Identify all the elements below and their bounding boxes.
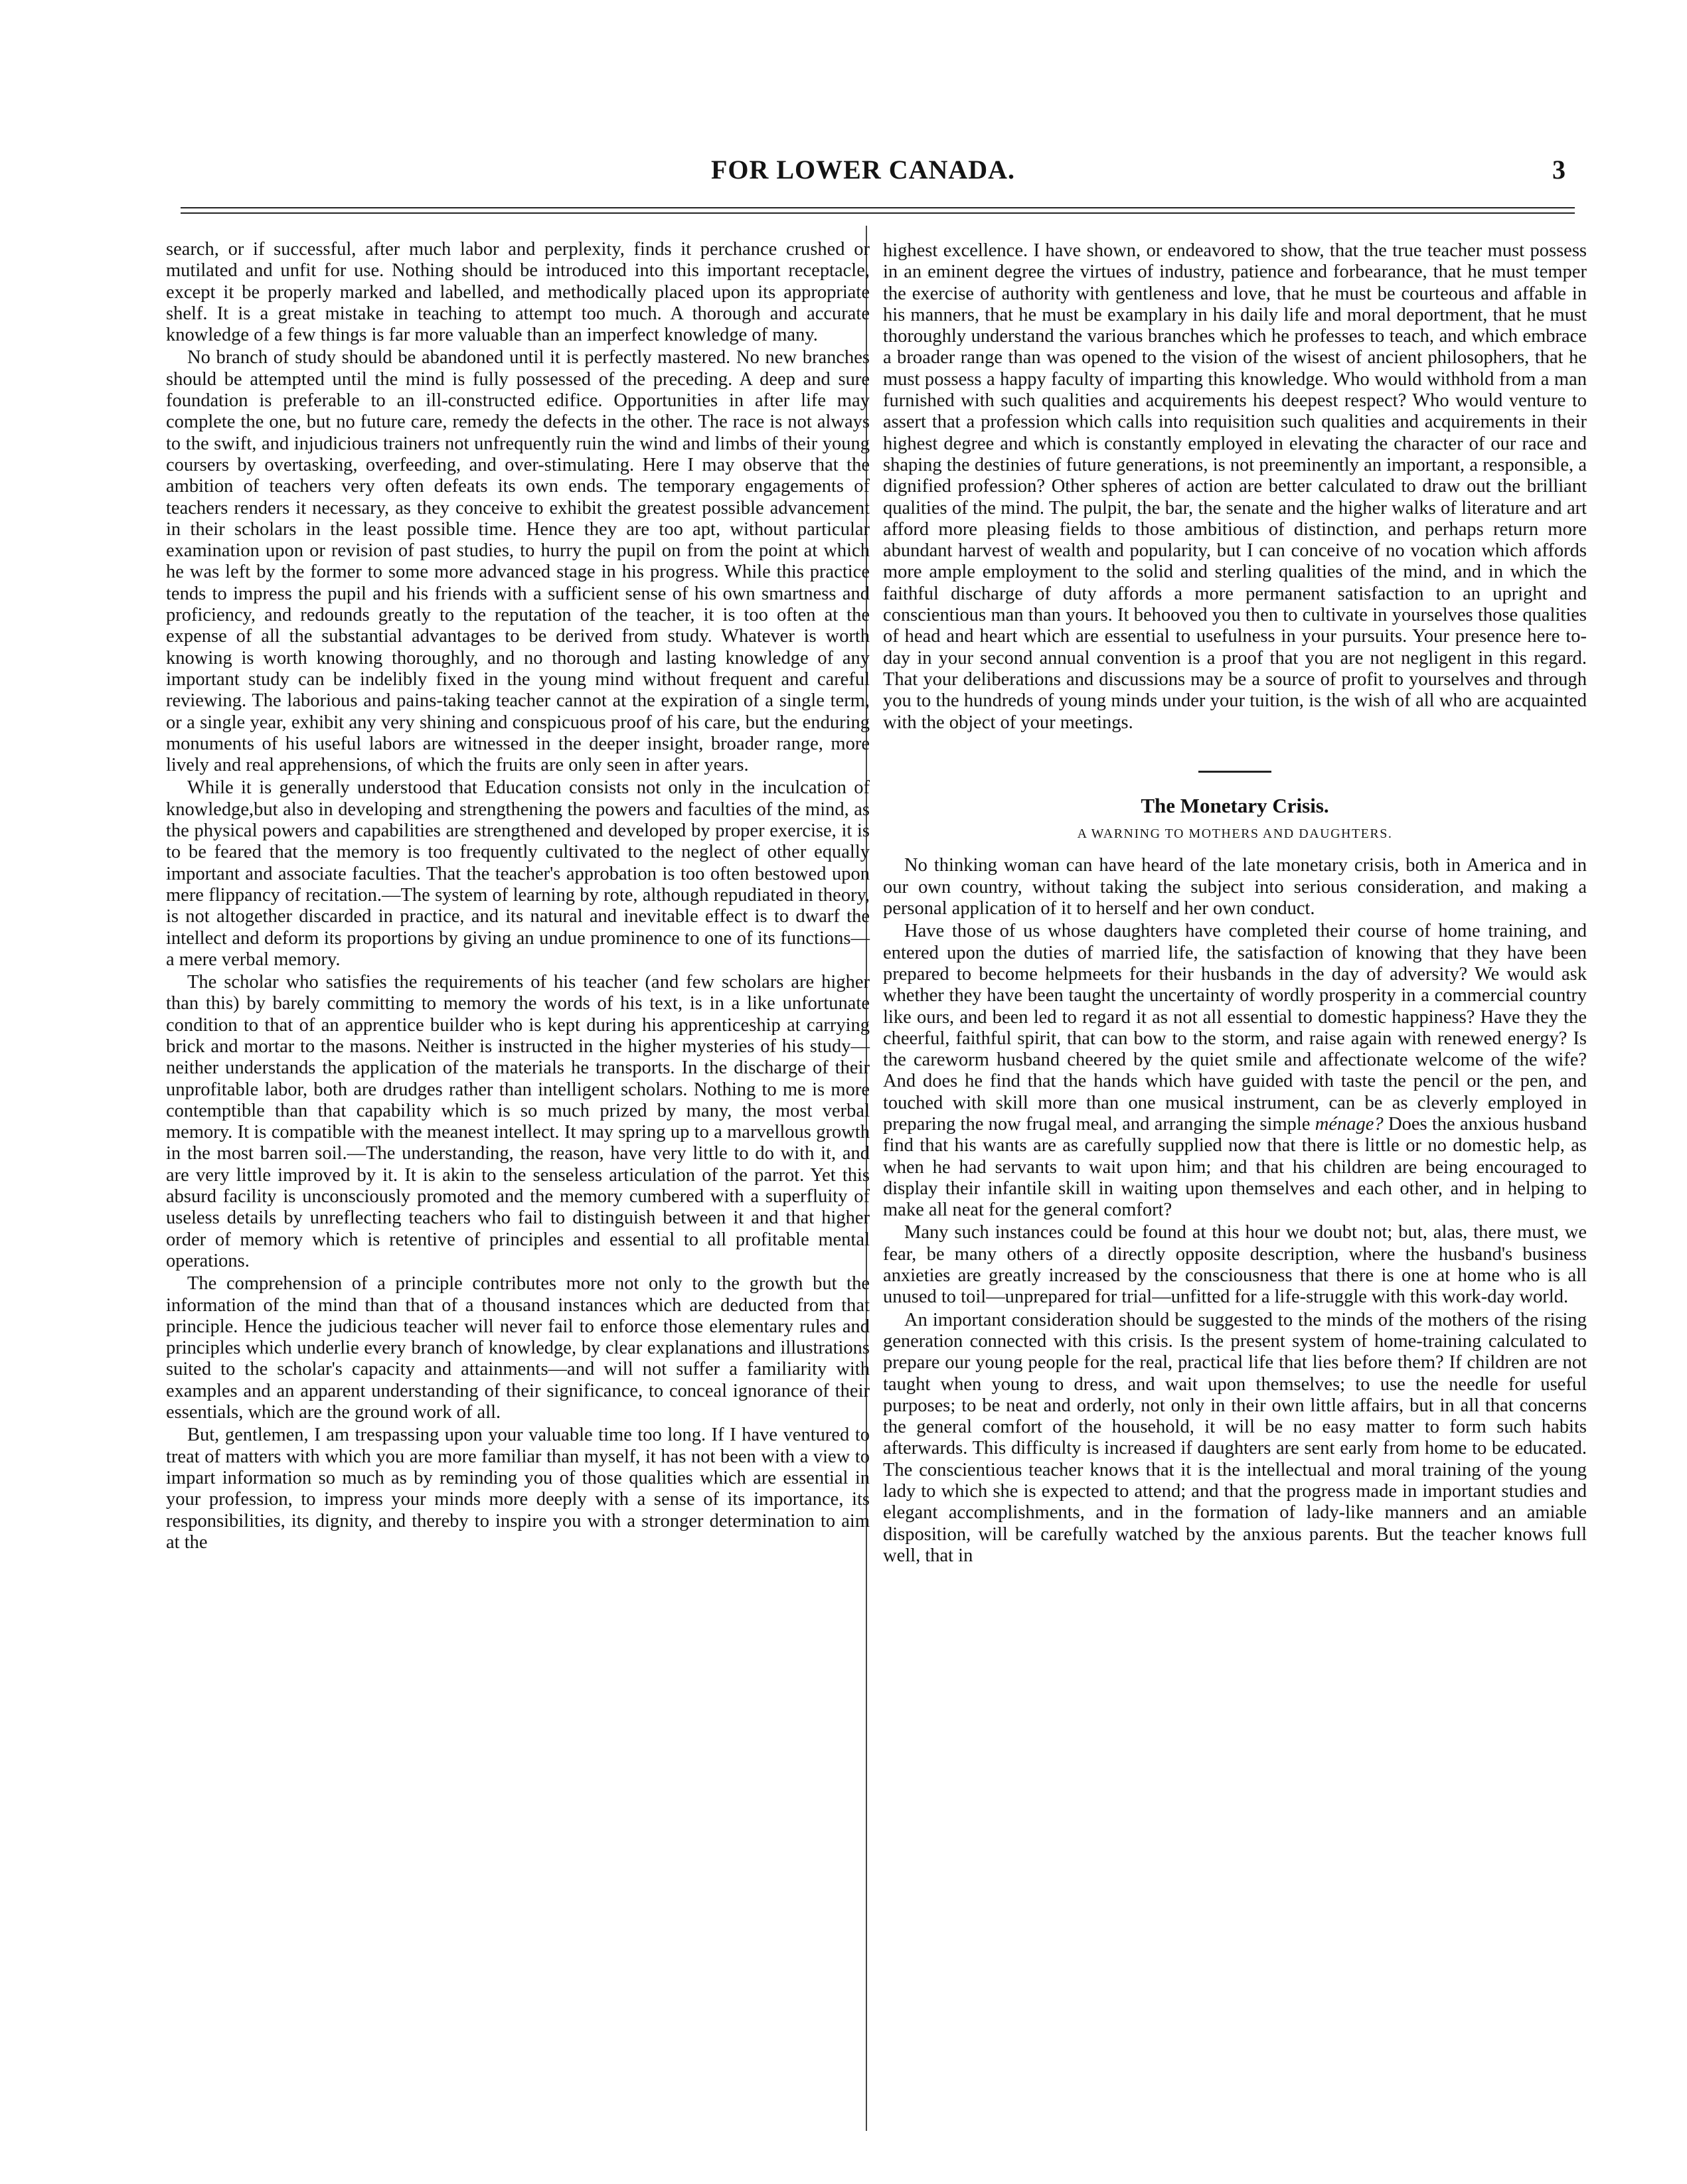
article-title: The Monetary Crisis. — [1141, 793, 1329, 817]
paragraph: But, gentlemen, I am trespassing upon your valuable time too long. If I have ventured to treat of matters with which you are more familiar than myself, it has not been with a view to impart information so much as by reminding you of those qualities which are essential in your profession, to impress your minds more deeply with a sense of its importance, its responsibilities, its dignity, and thereby to inspire you with a stronger determination to aim at the — [166, 1425, 870, 1553]
paragraph-text: Have those of us whose daughters have completed their course of home training, and entered upon the duties of married life, the satisfaction of knowing that they have been prepared to become helpmeets for their husbands in the day of adversity? We would ask whether they have been taught the uncertainty of wordly prosperity in a commercial country like ours, and been led to regard it as not all essential to domestic happiness? Have they the cheerful, faithful spirit, that can bow to the storm, and raise again with renewed energy? Is the careworm husband cheered by the quiet smile and affectionate welcome of the wife? And does he find that the hands which have guided with taste the pencil or the pen, and touched with skill more than one musical instrument, can be as cleverly employed in preparing the now frugal meal, and arranging the simple — [883, 921, 1587, 1134]
paragraph: An important consideration should be suggested to the minds of the mothers of the rising generation connected with this crisis. Is the present system of home-training calculated to prepare our young people for the real, practical life that lies before them? If children are not taught when young to dress, and wait upon themselves; to use the needle for useful purposes; to be neat and orderly, not only in their own little affairs, but in all that concerns the general comfort of the household, it will be no easy matter to form such habits afterwards. This difficulty is increased if daughters are sent early from home to be educated. The conscientious teacher knows that it is the intellectual and moral training of the young lady to which she is expected to attend; and that the progress made in important studies and elegant accomplishments, and in the formation of lady-like manners and an amiable disposition, will be carefully watched by the anxious parents. But the teacher knows full well, that in — [883, 1309, 1587, 1566]
paragraph: The comprehension of a principle contributes more not only to the growth but the information of the mind than that of a thousand instances which are deducted from that principle. Hence the judicious teacher will never fail to enforce those elementary rules and principles which underlie every branch of knowledge, by clear explanations and illustrations suited to the scholar's capacity and attainments—and will not suffer a familiarity with examples and an apparent understanding of their significance, to conceal ignorance of their essentials, which are the ground work of all. — [166, 1273, 870, 1423]
header-rule-bottom — [181, 212, 1575, 214]
paragraph: The scholar who satisfies the requirements of his teacher (and few scholars are higher than this) by barely committing to memory the words of his text, is in a like unfortunate condition to that of an apprentice builder who is kept during his apprenticeship at carrying brick and mortar to the masons. Neither is instructed in the higher mysteries of his study—neither understands the application of the materials he transports. In the discharge of their unprofitable labor, both are drudges rather than intelligent scholars. Nothing to me is more contemptible than that capability which is so much prized by many, the most verbal memory. It is compatible with the meanest intellect. It may spring up to a marvellous growth in the most barren soil.—The understanding, the reason, have very little to do with it, and are very little improved by it. It is akin to the senseless articulation of the parrot. Yet this absurd facility is unconsciously promoted and the memory cumbered with a superfluity of useless details by unreflecting teachers who fail to distinguish between it and that higher order of memory which is retentive of principles and essential to all profitable mental operations. — [166, 972, 870, 1271]
paragraph: Many such instances could be found at this hour we doubt not; but, alas, there must, we fear, be many others of a directly opposite description, where the husband's business anxieties are greatly increased by the consciousness that there is one at home who is all unused to toil—unprepared for trial—unfitted for a life-struggle with this work-day world. — [883, 1222, 1587, 1308]
paragraph: search, or if successful, after much labor and perplexity, finds it perchance crushed or mutilated and unfit for use. Nothing should be introduced into this important receptacle, except it be properly marked and labelled, and methodically placed upon its appropriate shelf. It is a great mistake in teaching to attempt too much. A thorough and accurate knowledge of a few things is far more valuable than an imperfect knowledge of many. — [166, 239, 870, 346]
running-title: FOR LOWER CANADA. — [710, 155, 1016, 185]
paragraph-text: Does the anxious husband find that his wants are as carefully supplied now that there is little or no domestic help, as when he had servants to wait upon him; and that his children are being encouraged to display their infantile skill in waiting upon themselves and each other, and in helping to make all neat for the general comfort? — [883, 1113, 1587, 1221]
paragraph: While it is generally understood that Education consists not only in the inculcation of knowledge,but also in developing and strengthening the powers and faculties of the mind, as the physical powers and capabilities are strengthened and developed by proper exercise, it is to be feared that the memory is too frequently cultivated to the neglect of other equally important and associate faculties. That the teacher's approbation is too often bestowed upon mere flippancy of recitation.—The system of learning by rote, although repudiated in theory, is not altogether discarded in practice, and its natural and inevitable effect is to dwarf the intellect and deform its proportions by giving an undue prominence to one of its functions—a mere verbal memory. — [166, 777, 870, 970]
section-separator — [1198, 771, 1271, 773]
right-column — [883, 240, 1587, 1567]
header-rule-top — [181, 207, 1575, 208]
italic-word: ménage? — [1315, 1113, 1384, 1134]
left-column — [166, 239, 870, 1553]
page-number: 3 — [1552, 155, 1566, 185]
paragraph: No thinking woman can have heard of the late monetary crisis, both in America and in our own country, without taking the subject into serious consideration, and making a personal application of it to herself and her own conduct. — [883, 855, 1587, 919]
article-subtitle: A WARNING TO MOTHERS AND DAUGHTERS. — [1077, 826, 1393, 842]
paragraph-with-italic — [883, 921, 1587, 1221]
paragraph: highest excellence. I have shown, or endeavored to show, that the true teacher must possess in an eminent degree the virtues of industry, patience and forbearance, that he must temper the exercise of authority with gentleness and love, that he must be courteous and affable in his manners, that he must be examplary in his daily life and moral deportment, that he must thoroughly understand the various branches which he professes to teach, and which embrace a broader range than was opened to the vision of the wisest of ancient philosophers, that he must possess a happy faculty of imparting this knowledge. Who would withhold from a man furnished with such qualities and acquirements his deepest respect? Who would venture to assert that a profession which calls into requisition such qualities and acquirements in their highest degree and which is constantly employed in elevating the character of our race and shaping the destinies of future generations, is not preeminently an important, a responsible, a dignified profession? Other spheres of action are better calculated to draw out the brilliant qualities of the mind. The pulpit, the bar, the senate and the higher walks of literature and art afford more pleasing fields to those ambitious of distinction, and perhaps return more abundant harvest of wealth and popularity, but I can conceive of no vocation which affords more ample employment to the solid and sterling qualities of the mind, and in which the faithful discharge of duty affords a more permanent satisfaction to an upright and conscientious man than yours. It behooved you then to cultivate in yourselves those qualities of head and heart which are essential to usefulness in your pursuits. Your presence here to-day in your second annual convention is a proof that you are not negligent in this regard. That your deliberations and discussions may be a source of profit to yourselves and through you to the hundreds of young minds under your tuition, is the wish of all who are acquainted with the object of your meetings. — [883, 240, 1587, 733]
paragraph: No branch of study should be abandoned until it is perfectly mastered. No new branches should be attempted until the mind is fully possessed of the preceding. A deep and sure foundation is preferable to an ill-constructed edifice. Opportunities in after life may complete the one, but no future care, remedy the defects in the other. The race is not always to the swift, and injudicious trainers not unfrequently ruin the wind and limbs of their young coursers by overtasking, overfeeding, and over-stimulating. Here I may observe that the ambition of teachers very often defeats its own ends. The temporary engagements of teachers renders it necessary, as they conceive to exhibit the greatest possible advancement in their scholars in the least possible time. Hence they are too apt, without particular examination upon or revision of past studies, to hurry the pupil on from the point at which he was left by the former to some more advanced stage in his progress. While this practice tends to impress the pupil and his friends with a sufficient sense of his own smartness and proficiency, and redounds greatly to the reputation of the teacher, it is too often at the expense of all the substantial advantages to be derived from study. Whatever is worth knowing is worth knowing thoroughly, and no thorough and lasting knowledge of any important study can be indelibly fixed in the young mind without frequent and careful reviewing. The laborious and pains-taking teacher cannot at the expiration of a single term, or a single year, exhibit any very shining and conspicuous proof of his care, but the enduring monuments of his useful labors are witnessed in the deeper insight, broader range, more lively and real apprehensions, of which the fruits are only seen in after years. — [166, 347, 870, 776]
